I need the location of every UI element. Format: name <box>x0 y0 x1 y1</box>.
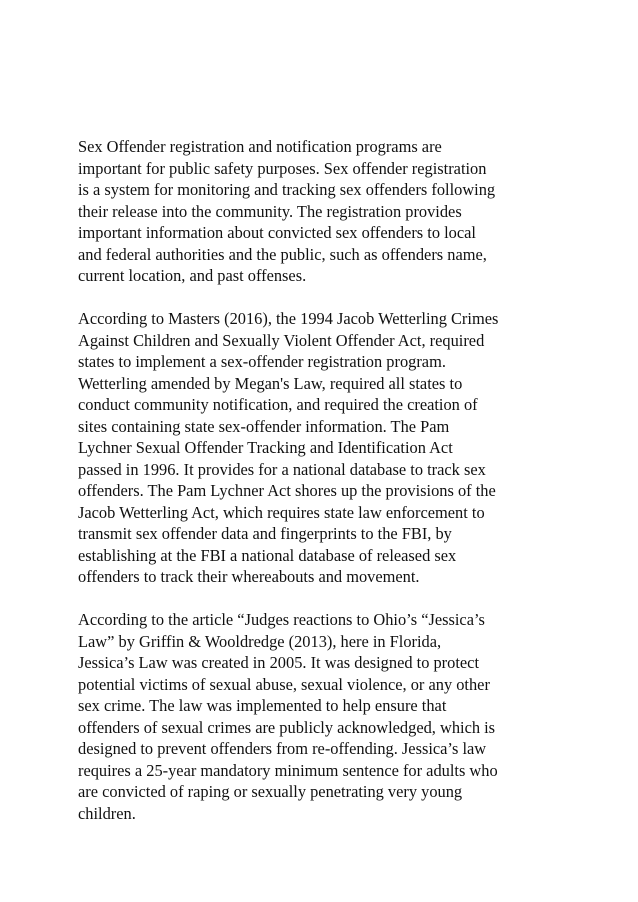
text-line: are convicted of raping or sexually penetrating very young <box>78 782 463 801</box>
text-line: states to implement a sex-offender registration program. <box>78 352 446 371</box>
text-line: Law” by Griffin & Wooldredge (2013), here in Florida, <box>78 631 442 651</box>
text-line: offenders of sexual crimes are publicly acknowledged, which is <box>78 717 496 737</box>
text-line: conduct community notification, and required the creation of <box>78 395 478 414</box>
text-line: Jacob Wetterling Act, which requires state law enforcement to <box>78 502 485 522</box>
text-line: offenders. The Pam Lychner Act shores up the provisions of the <box>78 481 496 500</box>
text-line: their release into the community. The registration provides <box>78 201 462 221</box>
text-line: designed to prevent offenders from re-offending. Jessica’s law <box>78 739 487 758</box>
text-line: sex crime. The law was implemented to help ensure that <box>78 696 447 715</box>
text-line: Sex Offender registration and notification programs are <box>78 137 442 156</box>
text-line: passed in 1996. It provides for a national database to track sex <box>78 459 486 479</box>
text-line: establishing at the FBI a national database of released sex <box>78 545 457 565</box>
text-line: offenders to track their whereabouts and movement. <box>78 567 420 586</box>
text-line: potential victims of sexual abuse, sexual violence, or any other <box>78 674 490 694</box>
text-line: According to the article “Judges reactions to Ohio’s “Jessica’s <box>78 610 485 629</box>
text-line: transmit sex offender data and fingerprints to the FBI, by <box>78 524 452 543</box>
document-body <box>78 136 558 824</box>
text-line: children. <box>78 803 136 823</box>
text-line: current location, and past offenses. <box>78 266 307 285</box>
text-line: Lychner Sexual Offender Tracking and Identification Act <box>78 438 453 457</box>
text-line: Against Children and Sexually Violent Offender Act, required <box>78 330 485 350</box>
text-line: Jessica’s Law was created in 2005. It was designed to protect <box>78 653 479 672</box>
text-line: Wetterling amended by Megan's Law, required all states to <box>78 373 463 393</box>
paragraph-registration-overview <box>78 136 558 287</box>
text-line: sites containing state sex-offender information. The Pam <box>78 416 450 436</box>
text-line: and federal authorities and the public, such as offenders name, <box>78 244 487 264</box>
text-line: is a system for monitoring and tracking sex offenders following <box>78 180 496 199</box>
text-line: requires a 25-year mandatory minimum sentence for adults who <box>78 760 498 780</box>
text-line: According to Masters (2016), the 1994 Jacob Wetterling Crimes <box>78 309 499 328</box>
text-line: important information about convicted sex offenders to local <box>78 223 476 242</box>
paragraph-jessicas-law <box>78 609 558 824</box>
paragraph-wetterling-act <box>78 308 558 588</box>
text-line: important for public safety purposes. Sex offender registration <box>78 158 487 178</box>
